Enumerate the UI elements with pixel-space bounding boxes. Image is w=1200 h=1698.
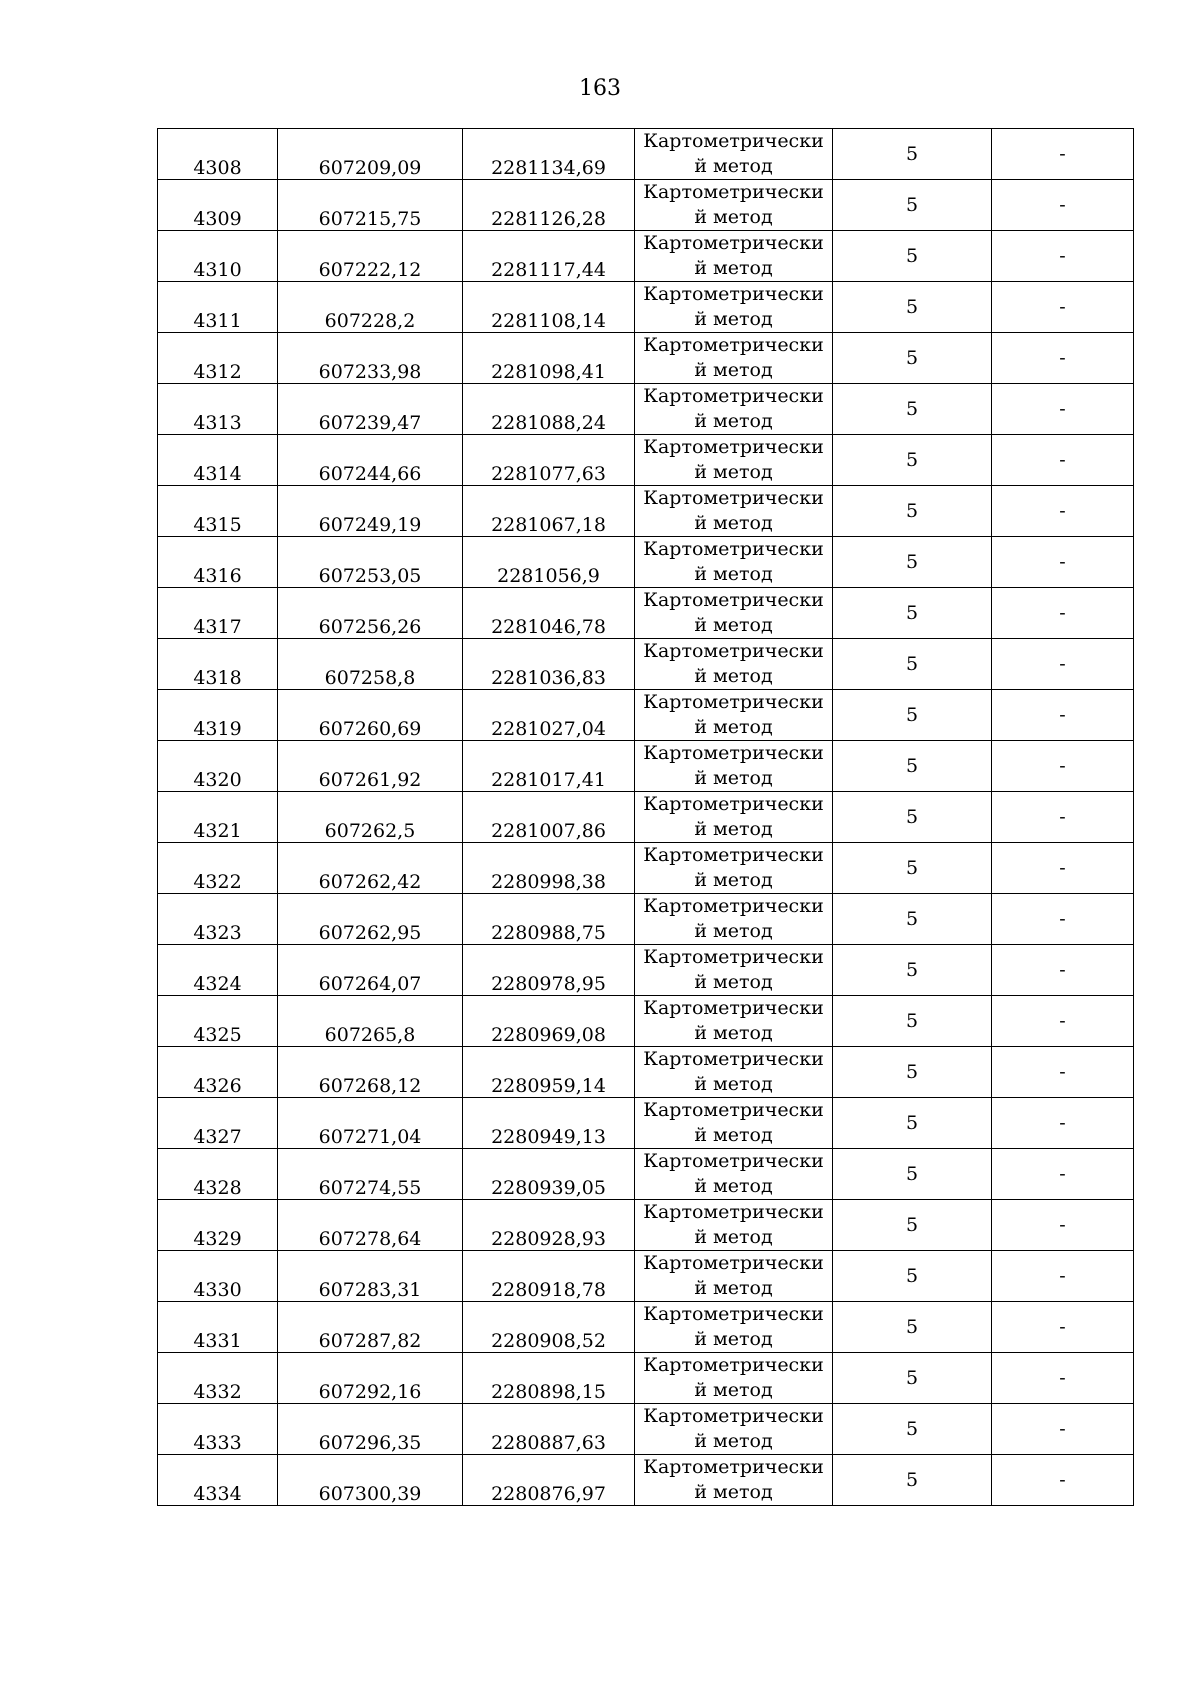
- description-cell: -: [992, 843, 1134, 894]
- method-line-1: Картометрически: [643, 1201, 824, 1223]
- accuracy-cell: 5: [833, 282, 992, 333]
- point-number-cell: 4309: [158, 180, 278, 231]
- method-cell: [635, 1353, 833, 1404]
- table-row: [158, 690, 1134, 741]
- method-line-2: й метод: [694, 206, 773, 228]
- method-line-1: Картометрически: [643, 283, 824, 305]
- x-coordinate-cell: 607287,82: [278, 1302, 463, 1353]
- table-row: [158, 945, 1134, 996]
- method-cell: [635, 588, 833, 639]
- method-line-2: й метод: [694, 257, 773, 279]
- table-row: [158, 1455, 1134, 1506]
- y-coordinate-cell: 2281067,18: [463, 486, 635, 537]
- method-cell: [635, 435, 833, 486]
- method-line-1: Картометрически: [643, 589, 824, 611]
- point-number-cell: 4316: [158, 537, 278, 588]
- y-coordinate-cell: 2281117,44: [463, 231, 635, 282]
- table-row: [158, 384, 1134, 435]
- description-cell: -: [992, 1455, 1134, 1506]
- point-number-cell: 4331: [158, 1302, 278, 1353]
- method-line-1: Картометрически: [643, 385, 824, 407]
- method-cell: [635, 996, 833, 1047]
- x-coordinate-cell: 607262,95: [278, 894, 463, 945]
- table-row: [158, 180, 1134, 231]
- y-coordinate-cell: 2280988,75: [463, 894, 635, 945]
- method-cell: [635, 1404, 833, 1455]
- method-line-1: Картометрически: [643, 1252, 824, 1274]
- accuracy-cell: 5: [833, 843, 992, 894]
- method-line-2: й метод: [694, 410, 773, 432]
- description-cell: -: [992, 435, 1134, 486]
- method-line-1: Картометрически: [643, 793, 824, 815]
- point-number-cell: 4312: [158, 333, 278, 384]
- description-cell: -: [992, 639, 1134, 690]
- x-coordinate-cell: 607262,42: [278, 843, 463, 894]
- accuracy-cell: 5: [833, 231, 992, 282]
- y-coordinate-cell: 2281046,78: [463, 588, 635, 639]
- x-coordinate-cell: 607239,47: [278, 384, 463, 435]
- point-number-cell: 4318: [158, 639, 278, 690]
- y-coordinate-cell: 2281027,04: [463, 690, 635, 741]
- table-row: [158, 1404, 1134, 1455]
- point-number-cell: 4317: [158, 588, 278, 639]
- y-coordinate-cell: 2281126,28: [463, 180, 635, 231]
- method-cell: [635, 384, 833, 435]
- accuracy-cell: 5: [833, 333, 992, 384]
- method-line-1: Картометрически: [643, 844, 824, 866]
- x-coordinate-cell: 607260,69: [278, 690, 463, 741]
- table-row: [158, 588, 1134, 639]
- y-coordinate-cell: 2280887,63: [463, 1404, 635, 1455]
- method-line-2: й метод: [694, 1175, 773, 1197]
- method-cell: [635, 792, 833, 843]
- x-coordinate-cell: 607244,66: [278, 435, 463, 486]
- y-coordinate-cell: 2280939,05: [463, 1149, 635, 1200]
- x-coordinate-cell: 607278,64: [278, 1200, 463, 1251]
- method-line-2: й метод: [694, 359, 773, 381]
- x-coordinate-cell: 607274,55: [278, 1149, 463, 1200]
- method-cell: [635, 1200, 833, 1251]
- method-line-1: Картометрически: [643, 691, 824, 713]
- method-line-1: Картометрически: [643, 895, 824, 917]
- method-line-2: й метод: [694, 614, 773, 636]
- y-coordinate-cell: 2280949,13: [463, 1098, 635, 1149]
- method-line-1: Картометрически: [643, 997, 824, 1019]
- method-cell: [635, 1149, 833, 1200]
- accuracy-cell: 5: [833, 1200, 992, 1251]
- table-row: [158, 1353, 1134, 1404]
- point-number-cell: 4326: [158, 1047, 278, 1098]
- x-coordinate-cell: 607215,75: [278, 180, 463, 231]
- description-cell: -: [992, 1047, 1134, 1098]
- method-cell: [635, 894, 833, 945]
- method-cell: [635, 1047, 833, 1098]
- description-cell: -: [992, 1098, 1134, 1149]
- x-coordinate-cell: 607283,31: [278, 1251, 463, 1302]
- method-line-2: й метод: [694, 1124, 773, 1146]
- point-number-cell: 4325: [158, 996, 278, 1047]
- table-row: [158, 231, 1134, 282]
- point-number-cell: 4334: [158, 1455, 278, 1506]
- table-row: [158, 129, 1134, 180]
- method-line-2: й метод: [694, 1481, 773, 1503]
- description-cell: -: [992, 180, 1134, 231]
- method-line-2: й метод: [694, 308, 773, 330]
- x-coordinate-cell: 607222,12: [278, 231, 463, 282]
- method-line-1: Картометрически: [643, 1048, 824, 1070]
- y-coordinate-cell: 2281077,63: [463, 435, 635, 486]
- accuracy-cell: 5: [833, 1098, 992, 1149]
- method-line-2: й метод: [694, 716, 773, 738]
- x-coordinate-cell: 607262,5: [278, 792, 463, 843]
- point-number-cell: 4329: [158, 1200, 278, 1251]
- description-cell: -: [992, 486, 1134, 537]
- x-coordinate-cell: 607300,39: [278, 1455, 463, 1506]
- description-cell: -: [992, 1302, 1134, 1353]
- method-line-1: Картометрически: [643, 1303, 824, 1325]
- point-number-cell: 4319: [158, 690, 278, 741]
- y-coordinate-cell: 2280908,52: [463, 1302, 635, 1353]
- method-cell: [635, 1251, 833, 1302]
- accuracy-cell: 5: [833, 537, 992, 588]
- method-line-2: й метод: [694, 461, 773, 483]
- method-line-1: Картометрически: [643, 334, 824, 356]
- description-cell: -: [992, 996, 1134, 1047]
- method-line-1: Картометрически: [643, 232, 824, 254]
- table-row: [158, 741, 1134, 792]
- accuracy-cell: 5: [833, 690, 992, 741]
- x-coordinate-cell: 607233,98: [278, 333, 463, 384]
- method-line-2: й метод: [694, 1022, 773, 1044]
- method-line-2: й метод: [694, 1430, 773, 1452]
- x-coordinate-cell: 607209,09: [278, 129, 463, 180]
- accuracy-cell: 5: [833, 1047, 992, 1098]
- description-cell: -: [992, 894, 1134, 945]
- point-number-cell: 4313: [158, 384, 278, 435]
- method-line-1: Картометрически: [643, 1099, 824, 1121]
- method-line-2: й метод: [694, 155, 773, 177]
- description-cell: -: [992, 792, 1134, 843]
- method-cell: [635, 1302, 833, 1353]
- accuracy-cell: 5: [833, 996, 992, 1047]
- method-cell: [635, 843, 833, 894]
- method-line-1: Картометрически: [643, 181, 824, 203]
- point-number-cell: 4310: [158, 231, 278, 282]
- point-number-cell: 4320: [158, 741, 278, 792]
- point-number-cell: 4330: [158, 1251, 278, 1302]
- table-row: [158, 639, 1134, 690]
- table-body: [158, 129, 1134, 1506]
- accuracy-cell: 5: [833, 180, 992, 231]
- accuracy-cell: 5: [833, 1353, 992, 1404]
- method-line-1: Картометрически: [643, 130, 824, 152]
- point-number-cell: 4314: [158, 435, 278, 486]
- accuracy-cell: 5: [833, 435, 992, 486]
- table-row: [158, 333, 1134, 384]
- method-cell: [635, 1455, 833, 1506]
- table-row: [158, 1302, 1134, 1353]
- y-coordinate-cell: 2281108,14: [463, 282, 635, 333]
- accuracy-cell: 5: [833, 792, 992, 843]
- accuracy-cell: 5: [833, 486, 992, 537]
- table-row: [158, 282, 1134, 333]
- y-coordinate-cell: 2280969,08: [463, 996, 635, 1047]
- accuracy-cell: 5: [833, 639, 992, 690]
- method-cell: [635, 741, 833, 792]
- y-coordinate-cell: 2281088,24: [463, 384, 635, 435]
- method-line-1: Картометрически: [643, 946, 824, 968]
- accuracy-cell: 5: [833, 384, 992, 435]
- method-line-1: Картометрически: [643, 538, 824, 560]
- point-number-cell: 4322: [158, 843, 278, 894]
- description-cell: -: [992, 231, 1134, 282]
- x-coordinate-cell: 607265,8: [278, 996, 463, 1047]
- accuracy-cell: 5: [833, 1149, 992, 1200]
- description-cell: -: [992, 333, 1134, 384]
- y-coordinate-cell: 2281098,41: [463, 333, 635, 384]
- method-line-2: й метод: [694, 767, 773, 789]
- method-cell: [635, 231, 833, 282]
- method-cell: [635, 537, 833, 588]
- x-coordinate-cell: 607256,26: [278, 588, 463, 639]
- method-line-2: й метод: [694, 1328, 773, 1350]
- y-coordinate-cell: 2281036,83: [463, 639, 635, 690]
- y-coordinate-cell: 2280959,14: [463, 1047, 635, 1098]
- x-coordinate-cell: 607296,35: [278, 1404, 463, 1455]
- description-cell: -: [992, 282, 1134, 333]
- method-line-2: й метод: [694, 971, 773, 993]
- method-cell: [635, 945, 833, 996]
- method-cell: [635, 1098, 833, 1149]
- description-cell: -: [992, 588, 1134, 639]
- method-cell: [635, 690, 833, 741]
- accuracy-cell: 5: [833, 1302, 992, 1353]
- description-cell: -: [992, 537, 1134, 588]
- table-row: [158, 1251, 1134, 1302]
- y-coordinate-cell: 2280928,93: [463, 1200, 635, 1251]
- y-coordinate-cell: 2281007,86: [463, 792, 635, 843]
- method-line-1: Картометрически: [643, 1354, 824, 1376]
- method-line-2: й метод: [694, 1379, 773, 1401]
- point-number-cell: 4324: [158, 945, 278, 996]
- y-coordinate-cell: 2281134,69: [463, 129, 635, 180]
- method-line-2: й метод: [694, 1226, 773, 1248]
- method-cell: [635, 486, 833, 537]
- accuracy-cell: 5: [833, 129, 992, 180]
- x-coordinate-cell: 607271,04: [278, 1098, 463, 1149]
- point-number-cell: 4327: [158, 1098, 278, 1149]
- table-row: [158, 894, 1134, 945]
- page-number: 163: [579, 76, 621, 101]
- y-coordinate-cell: 2281056,9: [463, 537, 635, 588]
- point-number-cell: 4315: [158, 486, 278, 537]
- method-cell: [635, 639, 833, 690]
- description-cell: -: [992, 384, 1134, 435]
- table-row: [158, 1149, 1134, 1200]
- accuracy-cell: 5: [833, 945, 992, 996]
- description-cell: -: [992, 1404, 1134, 1455]
- y-coordinate-cell: 2281017,41: [463, 741, 635, 792]
- method-line-2: й метод: [694, 665, 773, 687]
- method-line-1: Картометрически: [643, 1405, 824, 1427]
- x-coordinate-cell: 607228,2: [278, 282, 463, 333]
- x-coordinate-cell: 607264,07: [278, 945, 463, 996]
- description-cell: -: [992, 741, 1134, 792]
- y-coordinate-cell: 2280998,38: [463, 843, 635, 894]
- method-line-1: Картометрически: [643, 436, 824, 458]
- point-number-cell: 4311: [158, 282, 278, 333]
- y-coordinate-cell: 2280918,78: [463, 1251, 635, 1302]
- x-coordinate-cell: 607261,92: [278, 741, 463, 792]
- point-number-cell: 4321: [158, 792, 278, 843]
- point-number-cell: 4308: [158, 129, 278, 180]
- description-cell: -: [992, 690, 1134, 741]
- method-cell: [635, 180, 833, 231]
- point-number-cell: 4328: [158, 1149, 278, 1200]
- method-line-2: й метод: [694, 512, 773, 534]
- method-line-2: й метод: [694, 869, 773, 891]
- accuracy-cell: 5: [833, 1251, 992, 1302]
- method-line-2: й метод: [694, 1073, 773, 1095]
- x-coordinate-cell: 607292,16: [278, 1353, 463, 1404]
- table-row: [158, 1200, 1134, 1251]
- accuracy-cell: 5: [833, 1455, 992, 1506]
- accuracy-cell: 5: [833, 588, 992, 639]
- method-line-1: Картометрически: [643, 742, 824, 764]
- method-cell: [635, 282, 833, 333]
- description-cell: -: [992, 129, 1134, 180]
- x-coordinate-cell: 607258,8: [278, 639, 463, 690]
- accuracy-cell: 5: [833, 1404, 992, 1455]
- method-line-2: й метод: [694, 1277, 773, 1299]
- table-row: [158, 792, 1134, 843]
- description-cell: -: [992, 1251, 1134, 1302]
- table-row: [158, 486, 1134, 537]
- method-line-2: й метод: [694, 563, 773, 585]
- point-number-cell: 4333: [158, 1404, 278, 1455]
- y-coordinate-cell: 2280978,95: [463, 945, 635, 996]
- table-row: [158, 843, 1134, 894]
- x-coordinate-cell: 607253,05: [278, 537, 463, 588]
- point-number-cell: 4332: [158, 1353, 278, 1404]
- coordinates-table: [157, 128, 1134, 1506]
- method-cell: [635, 129, 833, 180]
- x-coordinate-cell: 607268,12: [278, 1047, 463, 1098]
- x-coordinate-cell: 607249,19: [278, 486, 463, 537]
- description-cell: -: [992, 1353, 1134, 1404]
- table-row: [158, 996, 1134, 1047]
- table-row: [158, 1098, 1134, 1149]
- method-line-1: Картометрически: [643, 1150, 824, 1172]
- table-row: [158, 1047, 1134, 1098]
- method-line-2: й метод: [694, 818, 773, 840]
- method-line-1: Картометрически: [643, 487, 824, 509]
- accuracy-cell: 5: [833, 894, 992, 945]
- method-line-1: Картометрически: [643, 1456, 824, 1478]
- method-cell: [635, 333, 833, 384]
- description-cell: -: [992, 945, 1134, 996]
- description-cell: -: [992, 1200, 1134, 1251]
- method-line-1: Картометрически: [643, 640, 824, 662]
- point-number-cell: 4323: [158, 894, 278, 945]
- table-row: [158, 435, 1134, 486]
- y-coordinate-cell: 2280876,97: [463, 1455, 635, 1506]
- method-line-2: й метод: [694, 920, 773, 942]
- table-row: [158, 537, 1134, 588]
- accuracy-cell: 5: [833, 741, 992, 792]
- description-cell: -: [992, 1149, 1134, 1200]
- y-coordinate-cell: 2280898,15: [463, 1353, 635, 1404]
